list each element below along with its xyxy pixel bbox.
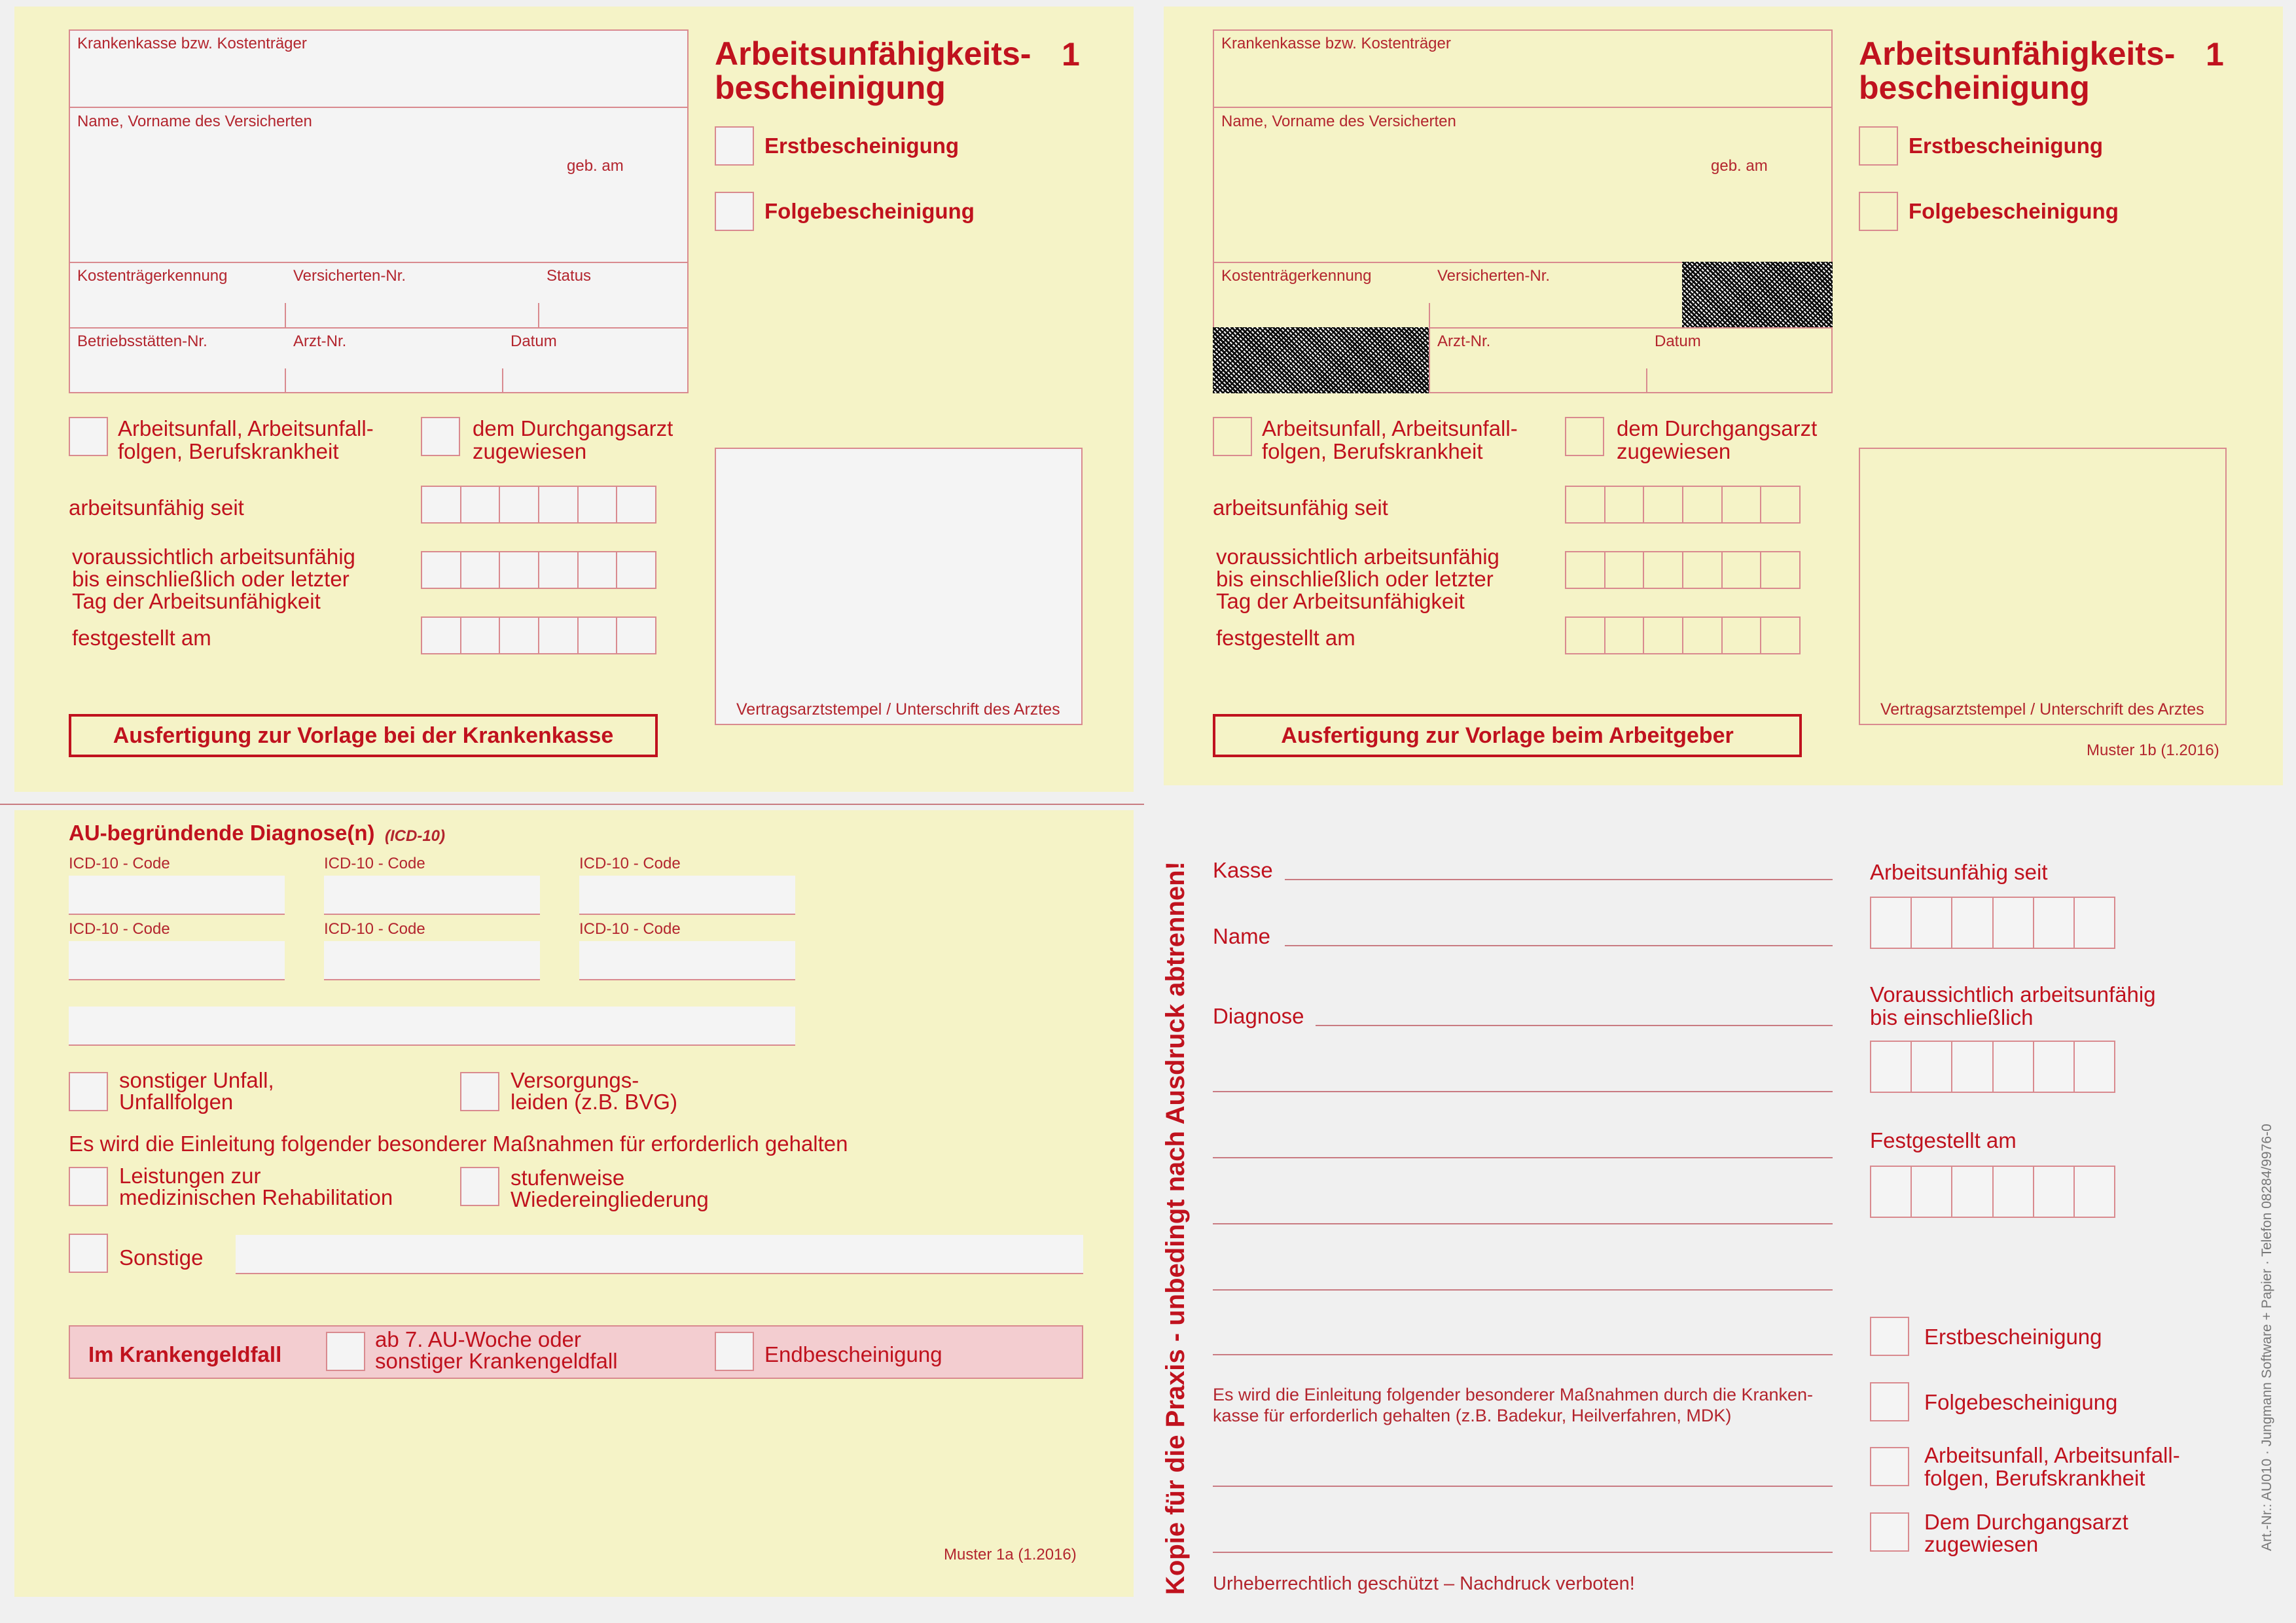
arbeitsunfall-label-1: Arbeitsunfall, Arbeitsunfall-	[1924, 1443, 2180, 1467]
endbescheinigung-label: Endbescheinigung	[764, 1342, 942, 1366]
icd-field[interactable]	[69, 876, 285, 915]
form-title-line1: Arbeitsunfähigkeits-	[715, 35, 1031, 72]
arzt-nr-label: Arzt-Nr.	[1437, 332, 1491, 350]
arbeitsunfall-checkbox[interactable]	[1870, 1447, 1909, 1486]
icd-field[interactable]	[324, 876, 540, 915]
kasse-label: Kasse	[1213, 858, 1273, 882]
divider	[1429, 327, 1430, 393]
icd-label: ICD-10 - Code	[324, 855, 425, 872]
divider	[1646, 368, 1647, 393]
divider	[69, 262, 689, 263]
krankenkasse-label: Krankenkasse bzw. Kostenträger	[77, 35, 307, 52]
folge-checkbox[interactable]	[715, 192, 754, 231]
versorgung-label-2: leiden (z.B. BVG)	[511, 1090, 677, 1114]
name-label: Name, Vorname des Versicherten	[77, 113, 312, 130]
woche-label-1: ab 7. AU-Woche oder	[375, 1327, 581, 1351]
diagnose-line[interactable]	[1213, 1289, 1833, 1291]
arbeitsunfall-checkbox[interactable]	[1213, 417, 1252, 456]
sonst-unfall-checkbox[interactable]	[69, 1072, 108, 1111]
durchgangsarzt-label-1: dem Durchgangsarzt	[1617, 416, 1818, 440]
stufen-label-2: Wiedereingliederung	[511, 1187, 709, 1211]
durchgangsarzt-checkbox[interactable]	[1870, 1512, 1909, 1552]
datum-label: Datum	[511, 332, 557, 350]
divider	[285, 368, 286, 393]
sonst-unfall-label-2: Unfallfolgen	[119, 1090, 234, 1114]
ausfertigung-arbeitgeber-button[interactable]: Ausfertigung zur Vorlage beim Arbeitgeber	[1213, 714, 1802, 757]
reha-label-2: medizinischen Rehabilitation	[119, 1185, 393, 1209]
name-label: Name, Vorname des Versicherten	[1221, 113, 1456, 130]
seit-date-field[interactable]	[1565, 486, 1801, 524]
voraus-date-field[interactable]	[1870, 1041, 2115, 1093]
erst-checkbox[interactable]	[1859, 126, 1898, 166]
sonstige-checkbox[interactable]	[69, 1234, 108, 1273]
betriebsstaetten-label: Betriebsstätten-Nr.	[77, 332, 207, 350]
divider	[69, 327, 689, 329]
icd-label: ICD-10 - Code	[324, 920, 425, 938]
endbescheinigung-checkbox[interactable]	[715, 1332, 754, 1371]
divider	[1429, 303, 1430, 327]
versicherten-nr-label: Versicherten-Nr.	[1437, 267, 1551, 285]
icd-field[interactable]	[324, 941, 540, 980]
diagnose-heading-small: (ICD-10)	[385, 827, 446, 845]
form-title-line2: bescheinigung	[1859, 69, 2090, 106]
icd-field[interactable]	[579, 941, 795, 980]
diagnose-line[interactable]	[1213, 1091, 1833, 1092]
divider	[1213, 107, 1833, 108]
erst-label: Erstbescheinigung	[764, 134, 960, 158]
barcode-noise	[1213, 327, 1429, 393]
versorgung-label-1: Versorgungs-	[511, 1068, 639, 1092]
divider	[538, 303, 539, 327]
festgestellt-date-field[interactable]	[1565, 616, 1801, 654]
krankengeld-label: Im Krankengeldfall	[88, 1342, 282, 1366]
woche-checkbox[interactable]	[326, 1332, 365, 1371]
arbeitsunfall-label-2: folgen, Berufskrankheit	[118, 439, 339, 463]
stamp-label: Vertragsarztstempel / Unterschrift des Arztes	[1880, 700, 2204, 719]
diagnose-line[interactable]	[1213, 1157, 1833, 1158]
voraus-date-field[interactable]	[421, 551, 656, 589]
durchgangsarzt-checkbox[interactable]	[1565, 417, 1604, 456]
geb-label: geb. am	[567, 157, 624, 175]
durchgangsarzt-label-1: Dem Durchgangsarzt	[1924, 1510, 2128, 1534]
durchgangsarzt-label-2: zugewiesen	[1924, 1532, 2039, 1556]
seit-date-field[interactable]	[1870, 897, 2115, 949]
seit-label: arbeitsunfähig seit	[1213, 495, 1388, 520]
diagnose-line[interactable]	[1213, 1223, 1833, 1224]
seit-label: Arbeitsunfähig seit	[1870, 860, 2048, 884]
massnahmen-line[interactable]	[1213, 1486, 1833, 1487]
stamp-label: Vertragsarztstempel / Unterschrift des Arztes	[736, 700, 1060, 719]
festgestellt-date-field[interactable]	[1870, 1166, 2115, 1218]
vertical-note: Kopie für die Praxis - unbedingt nach Ausdruck abtrennen!	[1161, 861, 1190, 1595]
diagnose-heading: AU-begründende Diagnose(n)	[69, 821, 375, 845]
einleitung-label: Es wird die Einleitung folgender besonderer Maßnahmen für erforderlich gehalten	[69, 1132, 848, 1156]
durchgangsarzt-label-2: zugewiesen	[1617, 439, 1731, 463]
stufen-checkbox[interactable]	[460, 1167, 499, 1206]
durchgangsarzt-checkbox[interactable]	[421, 417, 460, 456]
form-number: 1	[1062, 36, 1080, 73]
kostentraegerkennung-label: Kostenträgerkennung	[1221, 267, 1372, 285]
stamp-area[interactable]	[715, 448, 1083, 725]
muster-label: Muster 1a (1.2016)	[944, 1546, 1077, 1563]
icd-label: ICD-10 - Code	[69, 855, 170, 872]
versicherten-nr-label: Versicherten-Nr.	[293, 267, 406, 285]
barcode-noise	[1682, 262, 1833, 327]
reha-label-1: Leistungen zur	[119, 1164, 261, 1188]
folge-label: Folgebescheinigung	[1909, 199, 2119, 223]
festgestellt-label: festgestellt am	[1216, 626, 1355, 650]
sonst-unfall-label-1: sonstiger Unfall,	[119, 1068, 274, 1092]
festgestellt-date-field[interactable]	[421, 616, 656, 654]
erst-checkbox[interactable]	[1870, 1317, 1909, 1356]
seit-date-field[interactable]	[421, 486, 656, 524]
diagnose-label: Diagnose	[1213, 1004, 1304, 1028]
festgestellt-label: festgestellt am	[72, 626, 211, 650]
arbeitsunfall-label-1: Arbeitsunfall, Arbeitsunfall-	[1262, 416, 1518, 440]
tear-line	[0, 804, 1144, 805]
voraus-label-2: bis einschließlich oder letzter	[1216, 567, 1494, 591]
durchgangsarzt-label-1: dem Durchgangsarzt	[473, 416, 673, 440]
name-label: Name	[1213, 924, 1271, 948]
icd-field[interactable]	[69, 941, 285, 980]
woche-label-2: sonstiger Krankengeldfall	[375, 1349, 618, 1373]
diagnose-line[interactable]	[1213, 1354, 1833, 1355]
divider	[502, 368, 503, 393]
folge-label: Folgebescheinigung	[1924, 1390, 2118, 1414]
status-label: Status	[547, 267, 592, 285]
datum-label: Datum	[1655, 332, 1701, 350]
voraus-label-3: Tag der Arbeitsunfähigkeit	[1216, 589, 1465, 613]
folge-checkbox[interactable]	[1870, 1382, 1909, 1421]
form-number: 1	[2206, 36, 2224, 73]
voraus-date-field[interactable]	[1565, 551, 1801, 589]
arzt-nr-label: Arzt-Nr.	[293, 332, 347, 350]
voraus-label-2: bis einschließlich	[1870, 1005, 2034, 1029]
muster-label: Muster 1b (1.2016)	[2087, 741, 2219, 759]
side-note: Art.-Nr.: AU010 · Jungmann Software + Papier · Telefon 08284/9976-0	[2259, 1124, 2274, 1551]
icd-field[interactable]	[579, 876, 795, 915]
geb-label: geb. am	[1711, 157, 1768, 175]
divider	[285, 303, 286, 327]
arbeitsunfall-label-2: folgen, Berufskrankheit	[1924, 1466, 2145, 1490]
stufen-label-1: stufenweise	[511, 1166, 625, 1190]
ausfertigung-krankenkasse-button[interactable]: Ausfertigung zur Vorlage bei der Krankenkasse	[69, 714, 658, 757]
voraus-label-3: Tag der Arbeitsunfähigkeit	[72, 589, 321, 613]
arbeitsunfall-label-1: Arbeitsunfall, Arbeitsunfall-	[118, 416, 374, 440]
form-title-line1: Arbeitsunfähigkeits-	[1859, 35, 2176, 72]
voraus-label-1: voraussichtlich arbeitsunfähig	[1216, 544, 1499, 569]
folge-label: Folgebescheinigung	[764, 199, 975, 223]
icd-label: ICD-10 - Code	[579, 855, 681, 872]
diagnose-line[interactable]	[1316, 1025, 1833, 1026]
versorgung-checkbox[interactable]	[460, 1072, 499, 1111]
einleitung-label-1: Es wird die Einleitung folgender besonderer Maßnahmen durch die Kranken-	[1213, 1385, 1814, 1404]
reha-checkbox[interactable]	[69, 1167, 108, 1206]
voraus-label-2: bis einschließlich oder letzter	[72, 567, 350, 591]
arbeitsunfall-label-2: folgen, Berufskrankheit	[1262, 439, 1483, 463]
massnahmen-line[interactable]	[1213, 1552, 1833, 1553]
voraus-label-1: Voraussichtlich arbeitsunfähig	[1870, 982, 2156, 1007]
form-title-line2: bescheinigung	[715, 69, 946, 106]
icd-label: ICD-10 - Code	[69, 920, 170, 938]
sonstige-label: Sonstige	[119, 1245, 204, 1270]
durchgangsarzt-label-2: zugewiesen	[473, 439, 587, 463]
kostentraegerkennung-label: Kostenträgerkennung	[77, 267, 228, 285]
voraus-label-1: voraussichtlich arbeitsunfähig	[72, 544, 355, 569]
icd-label: ICD-10 - Code	[579, 920, 681, 938]
stamp-area[interactable]	[1859, 448, 2227, 725]
krankenkasse-label: Krankenkasse bzw. Kostenträger	[1221, 35, 1451, 52]
einleitung-label-2: kasse für erforderlich gehalten (z.B. Badekur, Heilverfahren, MDK)	[1213, 1406, 1732, 1425]
arbeitsunfall-checkbox[interactable]	[69, 417, 108, 456]
seit-label: arbeitsunfähig seit	[69, 495, 244, 520]
name-line[interactable]	[1285, 945, 1833, 946]
kasse-line[interactable]	[1285, 879, 1833, 880]
diagnose-text-field[interactable]	[69, 1007, 795, 1046]
sonstige-field[interactable]	[236, 1235, 1083, 1274]
folge-checkbox[interactable]	[1859, 192, 1898, 231]
erst-checkbox[interactable]	[715, 126, 754, 166]
erst-label: Erstbescheinigung	[1924, 1325, 2102, 1349]
divider	[69, 107, 689, 108]
copyright-label: Urheberrechtlich geschützt – Nachdruck verboten!	[1213, 1573, 1635, 1594]
festgestellt-label: Festgestellt am	[1870, 1128, 2017, 1152]
erst-label: Erstbescheinigung	[1909, 134, 2104, 158]
